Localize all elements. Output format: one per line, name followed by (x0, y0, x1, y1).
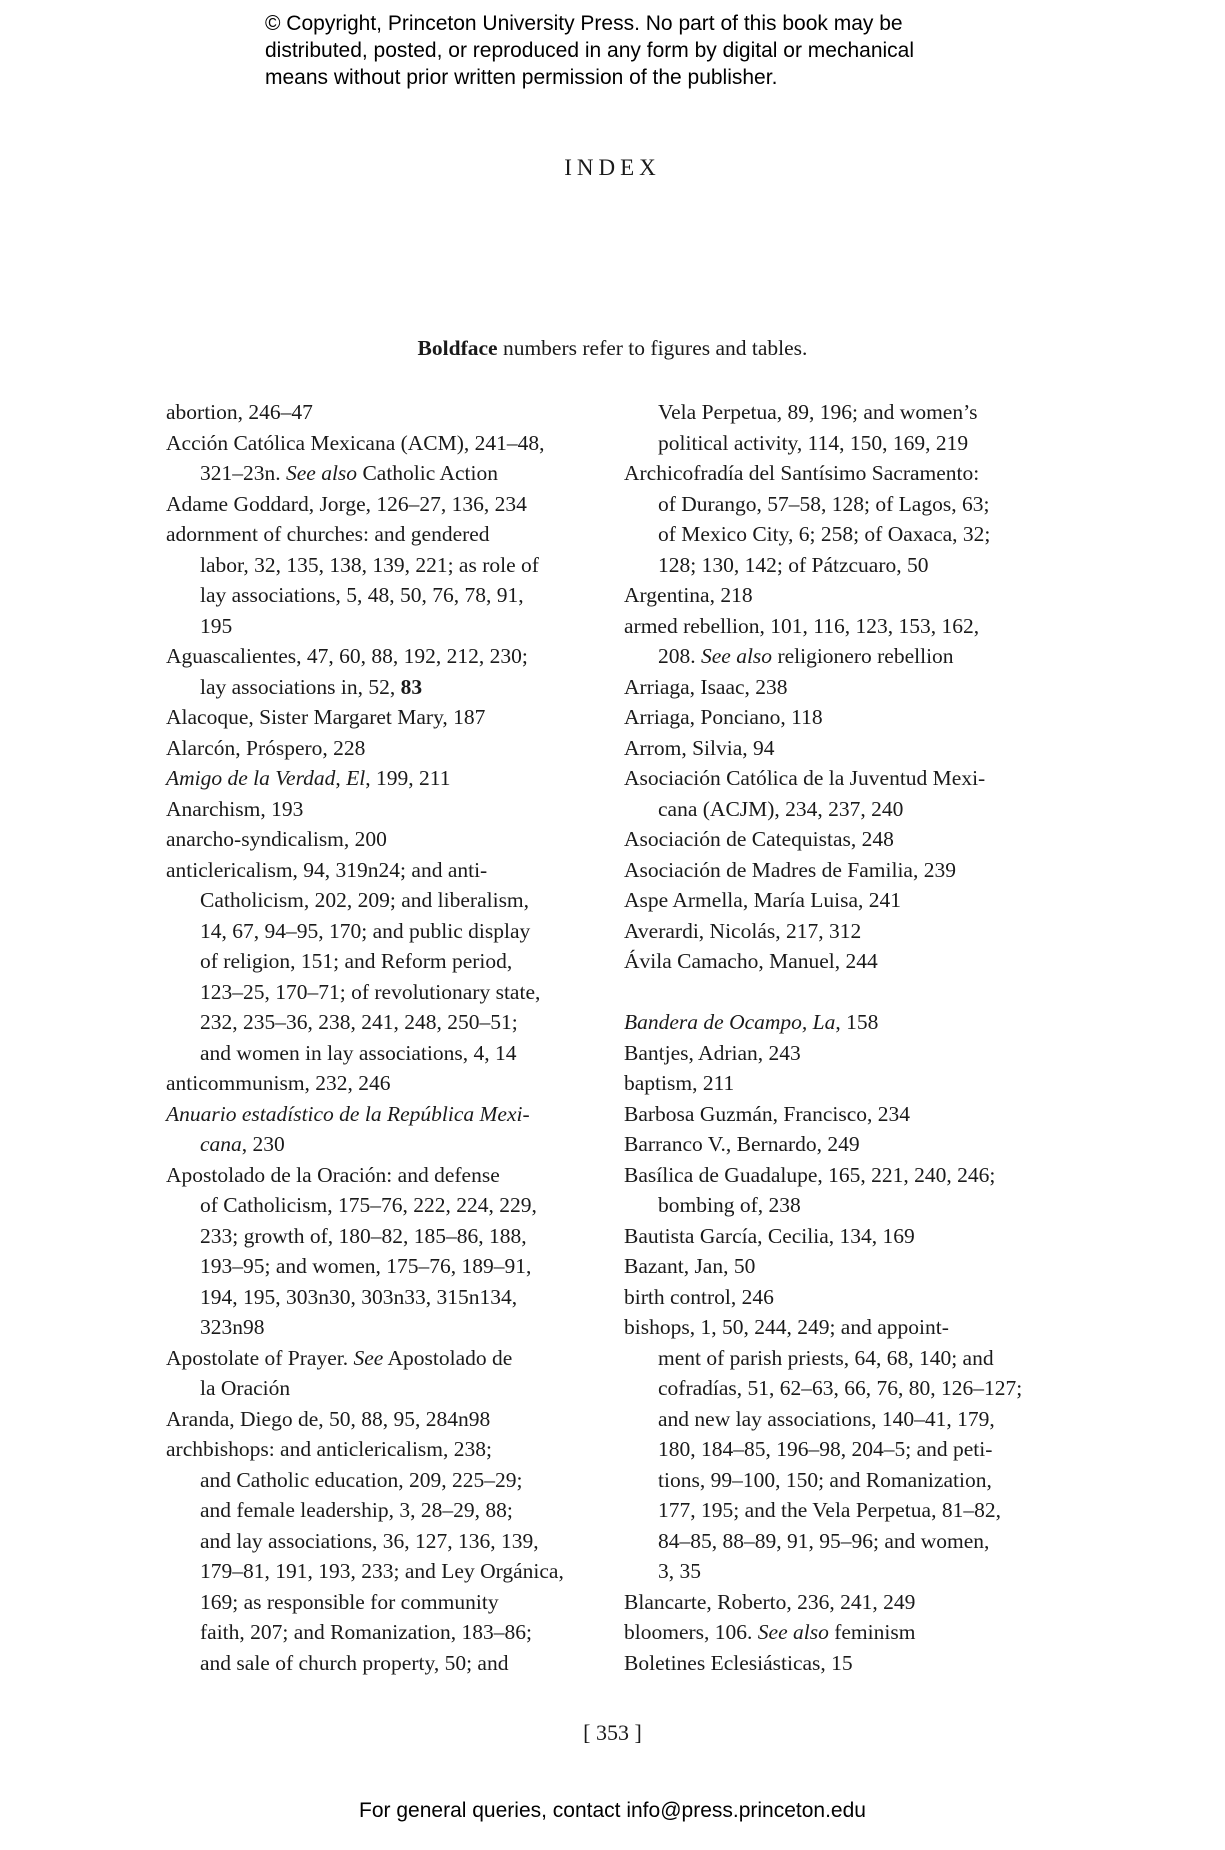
index-line (166, 763, 586, 794)
index-line (624, 1404, 1044, 1435)
index-line (166, 458, 586, 489)
index-line (624, 763, 1044, 794)
index-line (624, 1434, 1044, 1465)
index-line (624, 1343, 1044, 1374)
index-line (166, 1068, 586, 1099)
index-line (166, 1495, 586, 1526)
index-text: Aranda, Diego de, 50, 88, 95, 284n98 (166, 1406, 491, 1431)
index-text: feminism (828, 1620, 916, 1644)
index-line (166, 550, 586, 581)
index-text: Vela Perpetua, 89, 196; and women’s (658, 400, 978, 424)
index-line (624, 1648, 1044, 1679)
index-text: bishops, 1, 50, 244, 249; and appoint- (624, 1315, 949, 1339)
index-text: 180, 184–85, 196–98, 204–5; and peti- (658, 1437, 993, 1461)
index-text: 83 (400, 674, 423, 699)
index-text: Catholicism, 202, 209; and liberalism, (200, 888, 530, 912)
index-text: 195 (200, 613, 233, 638)
index-line (624, 1282, 1044, 1313)
index-line (624, 672, 1044, 703)
index-line (624, 916, 1044, 947)
index-line (166, 428, 586, 459)
index-line (166, 916, 586, 947)
index-text: of Durango, 57–58, 128; of Lagos, 63; (658, 491, 990, 516)
index-line (166, 977, 586, 1008)
index-text: archbishops: and anticlericalism, 238; (166, 1437, 492, 1461)
index-text: 179–81, 191, 193, 233; and Ley Orgánica, (200, 1559, 564, 1583)
index-text: Anarchism, 193 (166, 796, 304, 821)
index-line (624, 1556, 1044, 1587)
index-line (166, 1312, 586, 1343)
index-text: faith, 207; and Romanization, 183–86; (200, 1620, 533, 1644)
index-text: Averardi, Nicolás, 217, 312 (624, 918, 862, 943)
index-text: anticlericalism, 94, 319n24; and anti- (166, 857, 488, 882)
index-line (166, 1434, 586, 1465)
index-line (624, 885, 1044, 916)
index-text: bombing of, 238 (658, 1193, 801, 1217)
index-line (624, 580, 1044, 611)
index-line (166, 397, 586, 428)
index-text: Catholic Action (357, 461, 498, 485)
index-text: 193–95; and women, 175–76, 189–91, (200, 1254, 532, 1278)
index-text: armed rebellion, 101, 116, 123, 153, 162, (624, 613, 980, 638)
index-text: Aguascalientes, 47, 60, 88, 192, 212, 230; (166, 644, 528, 668)
index-line (166, 1160, 586, 1191)
index-text: 3, 35 (658, 1559, 701, 1583)
index-line (624, 397, 1044, 428)
index-line (624, 1617, 1044, 1648)
index-line (624, 1373, 1044, 1404)
index-text: 323n98 (200, 1315, 265, 1339)
index-text: Blancarte, Roberto, 236, 241, 249 (624, 1589, 916, 1614)
index-line (166, 1282, 586, 1313)
index-text: Basílica de Guadalupe, 165, 221, 240, 246; (624, 1162, 996, 1187)
index-line (624, 611, 1044, 642)
index-text: and women in lay associations, 4, 14 (200, 1040, 517, 1065)
index-line (624, 1587, 1044, 1618)
index-line (166, 1617, 586, 1648)
index-line (166, 794, 586, 825)
index-line (624, 1007, 1044, 1038)
index-line (166, 611, 586, 642)
index-text: Arrom, Silvia, 94 (624, 735, 775, 760)
index-line (624, 1495, 1044, 1526)
index-text: religionero rebellion (772, 644, 954, 668)
index-line (166, 1373, 586, 1404)
index-text: lay associations in, 52, (200, 674, 401, 699)
index-line (624, 702, 1044, 733)
boldface-note-bold: Boldface (417, 336, 498, 360)
index-text: Bandera de Ocampo, La (624, 1010, 836, 1034)
index-text: labor, 32, 135, 138, 139, 221; as role of (200, 552, 539, 577)
index-line (166, 1556, 586, 1587)
index-line (624, 855, 1044, 886)
index-text: cana (200, 1132, 242, 1156)
index-line (166, 1007, 586, 1038)
index-text: 123–25, 170–71; of revolutionary state, (200, 979, 541, 1004)
index-line (166, 489, 586, 520)
index-line (624, 977, 1044, 1008)
copyright-line: distributed, posted, or reproduced in any form by digital or mechanical (265, 39, 915, 62)
index-line (624, 428, 1044, 459)
index-text: 321–23n. (200, 461, 286, 485)
index-line (624, 1038, 1044, 1069)
index-text: Argentina, 218 (624, 583, 753, 607)
index-line (166, 1221, 586, 1252)
index-text: El (346, 766, 366, 790)
index-text: Alacoque, Sister Margaret Mary, 187 (166, 705, 486, 729)
copyright-line: means without prior written permission of the publisher. (265, 66, 778, 89)
index-text: Asociación de Madres de Familia, 239 (624, 857, 956, 882)
index-line (624, 489, 1044, 520)
index-text: Acción Católica Mexicana (ACM), 241–48, (166, 430, 545, 455)
index-text: 169; as responsible for community (200, 1589, 499, 1614)
index-line (166, 824, 586, 855)
index-text: cofradías, 51, 62–63, 66, 76, 80, 126–127; (658, 1376, 1023, 1400)
index-line (166, 1129, 586, 1160)
index-line (624, 794, 1044, 825)
index-text: 194, 195, 303n30, 303n33, 315n134, (200, 1284, 518, 1309)
index-text: See (353, 1345, 384, 1370)
index-line (624, 1068, 1044, 1099)
index-text: Asociación de Catequistas, 248 (624, 827, 894, 851)
index-line (624, 1465, 1044, 1496)
index-line (166, 885, 586, 916)
index-line (166, 733, 586, 764)
index-column-right (624, 397, 1044, 1678)
index-line (166, 702, 586, 733)
index-text: 84–85, 88–89, 91, 95–96; and women, (658, 1528, 990, 1553)
index-text: and Catholic education, 209, 225–29; (200, 1467, 523, 1492)
index-line (624, 1190, 1044, 1221)
index-text: Bantjes, Adrian, 243 (624, 1040, 801, 1065)
index-text: Bautista García, Cecilia, 134, 169 (624, 1223, 915, 1248)
index-text: See also (757, 1620, 829, 1644)
index-text: and lay associations, 36, 127, 136, 139, (200, 1528, 539, 1553)
index-text: Ávila Camacho, Manuel, 244 (624, 949, 878, 973)
contact-footer: For general queries, contact info@press.princeton.edu (359, 1799, 866, 1822)
index-text: abortion, 246–47 (166, 400, 313, 424)
index-text: 233; growth of, 180–82, 185–86, 188, (200, 1223, 527, 1248)
index-line (624, 1312, 1044, 1343)
index-text: Apostolate of Prayer. (166, 1345, 354, 1370)
index-text: Archicofradía del Santísimo Sacramento: (624, 461, 980, 485)
index-line (624, 1099, 1044, 1130)
index-text: and female leadership, 3, 28–29, 88; (200, 1498, 513, 1522)
index-text: 208. (658, 644, 701, 668)
index-line (166, 1343, 586, 1374)
index-line (166, 672, 586, 703)
index-line (166, 1190, 586, 1221)
index-line (166, 1465, 586, 1496)
index-text: baptism, 211 (624, 1071, 735, 1095)
index-text: Arriaga, Ponciano, 118 (624, 705, 823, 729)
index-line (624, 1251, 1044, 1282)
index-text: Aspe Armella, María Luisa, 241 (624, 888, 902, 912)
index-text: Apostolado de (383, 1345, 513, 1370)
index-line (624, 519, 1044, 550)
boldface-note-text: numbers refer to figures and tables. (497, 336, 808, 360)
index-line (166, 580, 586, 611)
index-line (624, 550, 1044, 581)
index-text: 14, 67, 94–95, 170; and public display (200, 918, 531, 943)
index-text: , 158 (835, 1010, 879, 1034)
index-line (624, 1526, 1044, 1557)
index-line (166, 855, 586, 886)
index-text: tions, 99–100, 150; and Romanization, (658, 1467, 992, 1492)
index-text: Bazant, Jan, 50 (624, 1254, 756, 1278)
index-text: Arriaga, Isaac, 238 (624, 674, 788, 699)
index-text: birth control, 246 (624, 1284, 774, 1309)
index-text: bloomers, 106. (624, 1620, 758, 1644)
index-line (166, 1526, 586, 1557)
index-line (166, 1404, 586, 1435)
index-text: and sale of church property, 50; and (200, 1650, 509, 1675)
index-text: , (335, 766, 347, 790)
index-text: anticommunism, 232, 246 (166, 1071, 391, 1095)
index-text: 232, 235–36, 238, 241, 248, 250–51; (200, 1010, 518, 1034)
boldface-note (0, 336, 1225, 361)
page-title: INDEX (564, 155, 661, 180)
index-line (166, 1251, 586, 1282)
index-line (166, 641, 586, 672)
index-text: 128; 130, 142; of Pátzcuaro, 50 (658, 552, 929, 577)
index-text: See also (286, 461, 358, 485)
index-line (624, 946, 1044, 977)
index-text: Anuario estadístico de la República Mexi- (166, 1101, 530, 1126)
index-text: and new lay associations, 140–41, 179, (658, 1406, 995, 1431)
index-line (166, 519, 586, 550)
index-text: Barbosa Guzmán, Francisco, 234 (624, 1101, 910, 1126)
index-line (166, 1587, 586, 1618)
index-text: Adame Goddard, Jorge, 126–27, 136, 234 (166, 491, 527, 516)
index-text: Boletines Eclesiásticas, 15 (624, 1650, 853, 1675)
index-line (624, 824, 1044, 855)
index-text: cana (ACJM), 234, 237, 240 (658, 796, 904, 821)
copyright-line: © Copyright, Princeton University Press. No part of this book may be (265, 12, 903, 35)
index-line (624, 1221, 1044, 1252)
index-text: of religion, 151; and Reform period, (200, 949, 513, 973)
page-number: [ 353 ] (583, 1720, 642, 1745)
index-text: Apostolado de la Oración: and defense (166, 1162, 500, 1187)
index-text: lay associations, 5, 48, 50, 76, 78, 91, (200, 583, 524, 607)
index-line (624, 1160, 1044, 1191)
index-text: of Catholicism, 175–76, 222, 224, 229, (200, 1193, 537, 1217)
index-line (166, 1099, 586, 1130)
index-text: 177, 195; and the Vela Perpetua, 81–82, (658, 1498, 1001, 1522)
index-text: ment of parish priests, 64, 68, 140; and (658, 1345, 994, 1370)
index-text: of Mexico City, 6; 258; of Oaxaca, 32; (658, 522, 991, 546)
index-line (624, 1129, 1044, 1160)
index-line (624, 458, 1044, 489)
index-text: Alarcón, Próspero, 228 (166, 735, 366, 760)
index-text: la Oración (200, 1376, 291, 1400)
index-line (624, 641, 1044, 672)
index-text: Amigo de la Verdad (166, 766, 336, 790)
index-text: political activity, 114, 150, 169, 219 (658, 430, 969, 455)
index-line (166, 946, 586, 977)
index-line (166, 1648, 586, 1679)
index-column-left (166, 397, 586, 1678)
copyright-notice (265, 10, 1025, 91)
index-line (624, 733, 1044, 764)
index-text: , 230 (241, 1132, 285, 1156)
index-line (166, 1038, 586, 1069)
index-text: adornment of churches: and gendered (166, 522, 490, 546)
index-text: Barranco V., Bernardo, 249 (624, 1132, 860, 1156)
index-text: , 199, 211 (365, 766, 451, 790)
index-text: Asociación Católica de la Juventud Mexi- (624, 766, 986, 790)
index-text: See also (701, 644, 773, 668)
index-text: anarcho-syndicalism, 200 (166, 827, 387, 851)
